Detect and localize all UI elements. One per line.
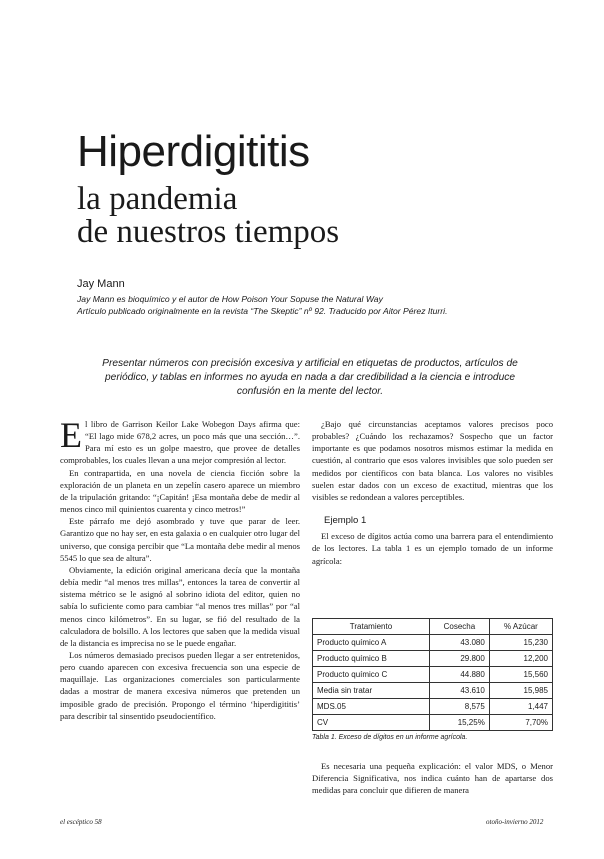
paragraph: ¿Bajo qué circunstancias aceptamos valores precisos poco probables? ¿Cuándo los rechazamos? Sospecho que un factor importante es que podamos nosotros mismos estimar la medida en cuestión, al contrario que esos valores invisibles que solo pueden ser medidos por científicos con bata blanca. Los valores no visibles suelen estar dados con un exceso de exactitud, mientras que los visibles se redondean a valores perceptibles. [312, 419, 553, 502]
table-cell: Producto químico C [313, 667, 430, 683]
table-cell: Producto químico B [313, 651, 430, 667]
journal-name: el escéptico [60, 818, 93, 826]
paragraph: En contrapartida, en una novela de ciencia ficción sobre la exploración de un planeta en un zepelín casero aparece un miembro de la tripulación gritando: “¡Capitán! ¡Esa montaña debe de medir al menos cinco mil quinientos cuarenta y cinco metros!” [60, 467, 300, 515]
table-cell: 43.610 [429, 683, 489, 699]
table-row [313, 715, 553, 731]
table-cell: 12,200 [489, 651, 552, 667]
subtitle-line-1: la pandemia [77, 181, 238, 217]
table-cell: 44.880 [429, 667, 489, 683]
paragraph: Este párrafo me dejó asombrado y tuve que parar de leer. Garantizo que no hay ser, en esta galaxia o en cualquier otro lugar del universo, que consiga percibir que “La montaña debe medir al menos 5545 lo que sea de altura”. [60, 516, 300, 563]
table-cell: Media sin tratar [313, 683, 430, 699]
footer-left [60, 818, 102, 826]
paragraph: Es necesaria una pequeña explicación: el valor MDS, o Menor Diferencia Significativa, nos indica cuánto han de apartarse dos medidas para concluir que difieren de manera [312, 761, 553, 796]
table-row [313, 651, 553, 667]
data-table [312, 618, 553, 731]
paragraph: El exceso de dígitos actúa como una barrera para el entendimiento de los lectores. La tabla 1 es un ejemplo tomado de un informe agrícola: [312, 531, 553, 566]
table-cell: 29.800 [429, 651, 489, 667]
table-cell: Producto químico A [313, 635, 430, 651]
table-cell: 1,447 [489, 699, 552, 715]
table-cell: 15,560 [489, 667, 552, 683]
table-cell: 7,70% [489, 715, 552, 731]
table-row [313, 699, 553, 715]
table-row [313, 635, 553, 651]
lead-paragraph: Presentar números con precisión excesiva y artificial en etiquetas de productos, artículos de periódico, y tablas en informes no ayuda en nada a dar credibilidad a la ciencia e introduce confusión en la mente del lector. [102, 358, 518, 397]
right-column [312, 418, 553, 567]
table-header-row [313, 619, 553, 635]
page-number: 58 [94, 818, 102, 826]
paragraph: l libro de Garrison Keilor Lake Wobegon Days afirma que: “El lago mide 678,2 acres, un poco más que una sección…”. Para mí esto es un golpe maestro, que provee de detalles comprobables, los cuales llevan a una mejor compresión al lector. [60, 419, 300, 466]
article-title: Hiperdigititis [77, 127, 310, 176]
right-column-continued [312, 760, 553, 796]
table-row [313, 683, 553, 699]
column-header: Tratamiento [313, 619, 430, 635]
author-name: Jay Mann [77, 278, 125, 290]
paragraph: Obviamente, la edición original americana decía que la montaña debía medir “al menos tres millas”, entonces la tarea de convertir al sistema métrico se le asignó al sobrino idiota del editor, quien no sabía lo suficiente como para cambiar “al menos tres millas” por “al menos cinco kilómetros”. En su lugar, se fió del resultado de la calculadora de bolsillo. A los lectores que saben que la medida visual de la distancia es imprecisa no se le puede engañar. [60, 564, 300, 648]
paragraph: Los números demasiado precisos pueden llegar a ser entretenidos, pero cuando aparecen con excesiva frecuencia son una especie de maquillaje. Las organizaciones comerciales son particularmente dadas a mostrar de manera excesiva números que pretenden un imposible grado de precisión. Propongo el término ‘hiperdigititis’ para describir tal sinsentido pseudocientífico. [60, 649, 300, 721]
table-cell: 8,575 [429, 699, 489, 715]
subtitle-line-2: de nuestros tiempos [77, 214, 340, 250]
table-cell: MDS.05 [313, 699, 430, 715]
footer-issue: otoño-invierno 2012 [486, 818, 544, 826]
section-heading: Ejemplo 1 [324, 515, 367, 527]
column-header: % Azúcar [489, 619, 552, 635]
table-row [313, 667, 553, 683]
drop-cap: E [60, 415, 82, 455]
table-cell: 15,985 [489, 683, 552, 699]
table-cell: 43.080 [429, 635, 489, 651]
table-block [312, 618, 553, 741]
table-cell: 15,25% [429, 715, 489, 731]
table-caption: Tabla 1. Exceso de dígitos en un informe agrícola. [312, 734, 468, 741]
article-subtitle [77, 183, 339, 249]
left-column [60, 415, 300, 722]
column-header: Cosecha [429, 619, 489, 635]
author-bio: Jay Mann es bioquímico y el autor de How Poison Your Sopuse the Natural Way [77, 294, 383, 304]
table-cell: 15,230 [489, 635, 552, 651]
table-cell: CV [313, 715, 430, 731]
source-note: Artículo publicado originalmente en la revista “The Skeptic” nº 92. Traducido por Aitor Pérez Iturri. [77, 306, 448, 316]
